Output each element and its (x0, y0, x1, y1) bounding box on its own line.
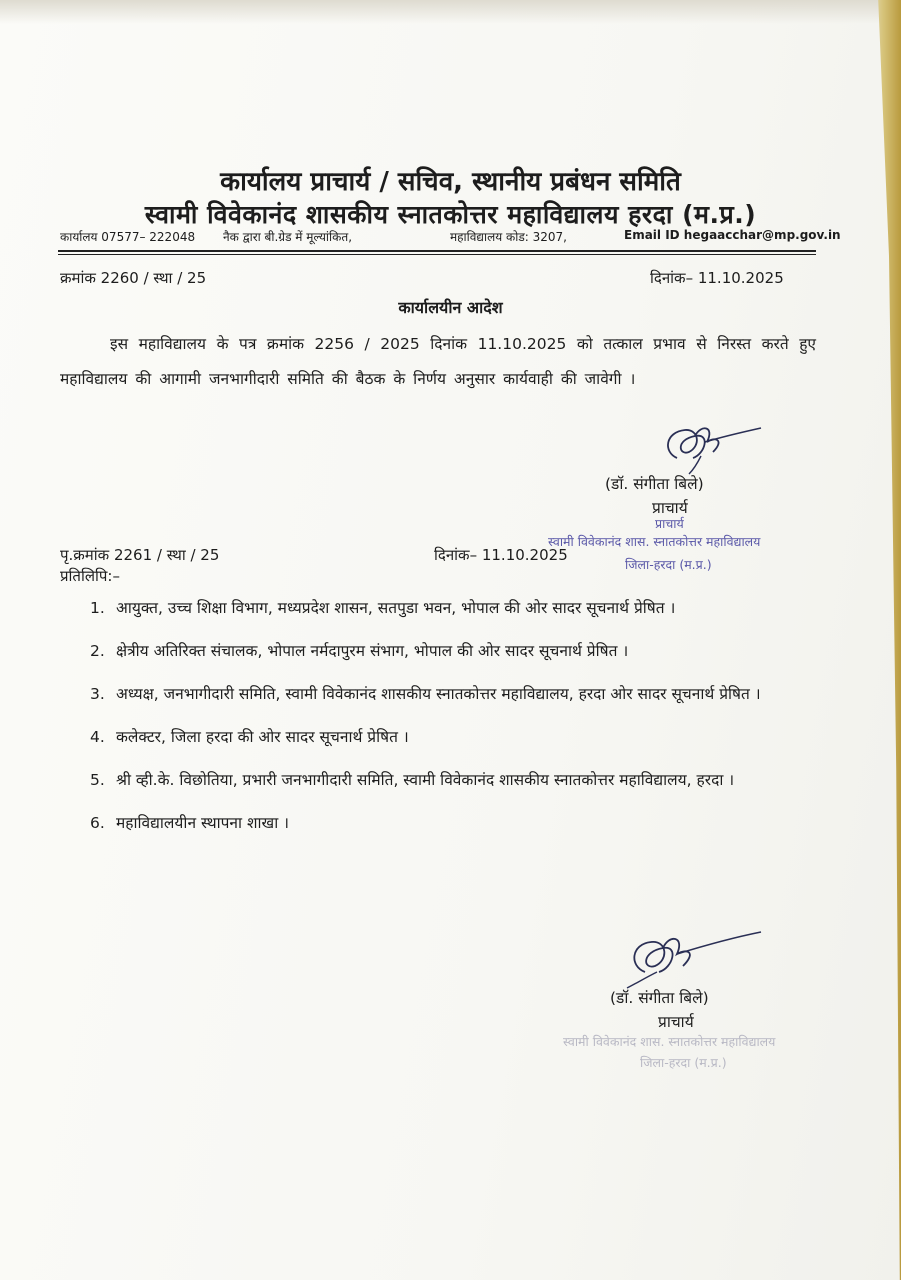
letterhead-rule-thin (58, 254, 816, 255)
naac-grade: नैक द्वारा बी.ग्रेड में मूल्यांकित, (223, 230, 353, 244)
copy-list (90, 593, 810, 851)
list-item (90, 722, 810, 752)
signatory-1-name: (डॉ. संगीता बिले) (605, 475, 704, 493)
list-item-number: 5. (90, 771, 105, 789)
signatory-1-title: प्राचार्य (652, 499, 688, 517)
list-item (90, 808, 810, 838)
list-item-text: श्री व्ही.के. विछोतिया, प्रभारी जनभागीदारी समिति, स्वामी विवेकानंद शासकीय स्नातकोत्तर महाविद्यालय, हरदा । (116, 771, 735, 789)
list-item (90, 593, 810, 623)
list-item (90, 679, 810, 709)
copy-ref-number: पृ.क्रमांक 2261 / स्था / 25 (60, 546, 220, 564)
list-item-text: अध्यक्ष, जनभागीदारी समिति, स्वामी विवेकानंद शासकीय स्नातकोत्तर महाविद्यालय, हरदा ओर सादर सूचनार्थ प्रेषित । (116, 685, 761, 703)
letterhead-rule (58, 250, 816, 252)
stamp-2-line1: स्वामी विवेकानंद शास. स्नातकोत्तर महाविद्यालय (563, 1034, 776, 1049)
order-ref-number: क्रमांक 2260 / स्था / 25 (60, 269, 207, 287)
order-subject: कार्यालयीन आदेश (398, 298, 503, 317)
letterhead-title: कार्यालय प्राचार्य / सचिव, स्थानीय प्रबंधन समिति (220, 167, 681, 197)
stamp-2-line2: जिला-हरदा (म.प्र.) (640, 1055, 727, 1070)
college-code: महाविद्यालय कोड: 3207, (450, 230, 567, 244)
list-item (90, 636, 810, 666)
list-item-number: 2. (90, 642, 105, 660)
list-item-text: कलेक्टर, जिला हरदा की ओर सादर सूचनार्थ प्रेषित । (116, 728, 409, 746)
list-item-number: 4. (90, 728, 105, 746)
scan-shadow (0, 0, 901, 24)
office-phone: कार्यालय 07577– 222048 (60, 230, 196, 244)
signatory-2-title: प्राचार्य (658, 1013, 694, 1031)
list-item-text: महाविद्यालयीन स्थापना शाखा । (116, 814, 290, 832)
order-body: इस महाविद्यालय के पत्र क्रमांक 2256 / 2025 दिनांक 11.10.2025 को तत्काल प्रभाव से निरस्त करते हुए महाविद्यालय की आगामी जनभागीदारी समिति की बैठक के निर्णय अनुसार कार्यवाही की जावेगी । (60, 335, 816, 388)
list-item-text: आयुक्त, उच्च शिक्षा विभाग, मध्यप्रदेश शासन, सतपुडा भवन, भोपाल की ओर सादर सूचनार्थ प्रेषित । (116, 599, 676, 617)
stamp-1-title: प्राचार्य (655, 516, 684, 531)
copy-date: दिनांक– 11.10.2025 (434, 546, 568, 564)
letterhead-college-name: स्वामी विवेकानंद शासकीय स्नातकोत्तर महाविद्यालय हरदा (म.प्र.) (144, 200, 757, 229)
stamp-1-line1: स्वामी विवेकानंद शास. स्नातकोत्तर महाविद्यालय (548, 534, 761, 549)
list-item-number: 1. (90, 599, 105, 617)
email-id: Email ID hegaacchar@mp.gov.in (624, 228, 841, 242)
list-item (90, 765, 810, 795)
list-item-text: क्षेत्रीय अतिरिक्त संचालक, भोपाल नर्मदापुरम संभाग, भोपाल की ओर सादर सूचनार्थ प्रेषित । (116, 642, 629, 660)
signature-2 (615, 928, 765, 990)
stamp-1-line2: जिला-हरदा (म.प्र.) (625, 557, 712, 572)
list-item-number: 3. (90, 685, 105, 703)
signatory-2-name: (डॉ. संगीता बिले) (610, 989, 709, 1007)
copy-label: प्रतिलिपि:– (60, 567, 120, 585)
list-item-number: 6. (90, 814, 105, 832)
order-date: दिनांक– 11.10.2025 (650, 269, 784, 287)
signature-1 (655, 418, 765, 476)
